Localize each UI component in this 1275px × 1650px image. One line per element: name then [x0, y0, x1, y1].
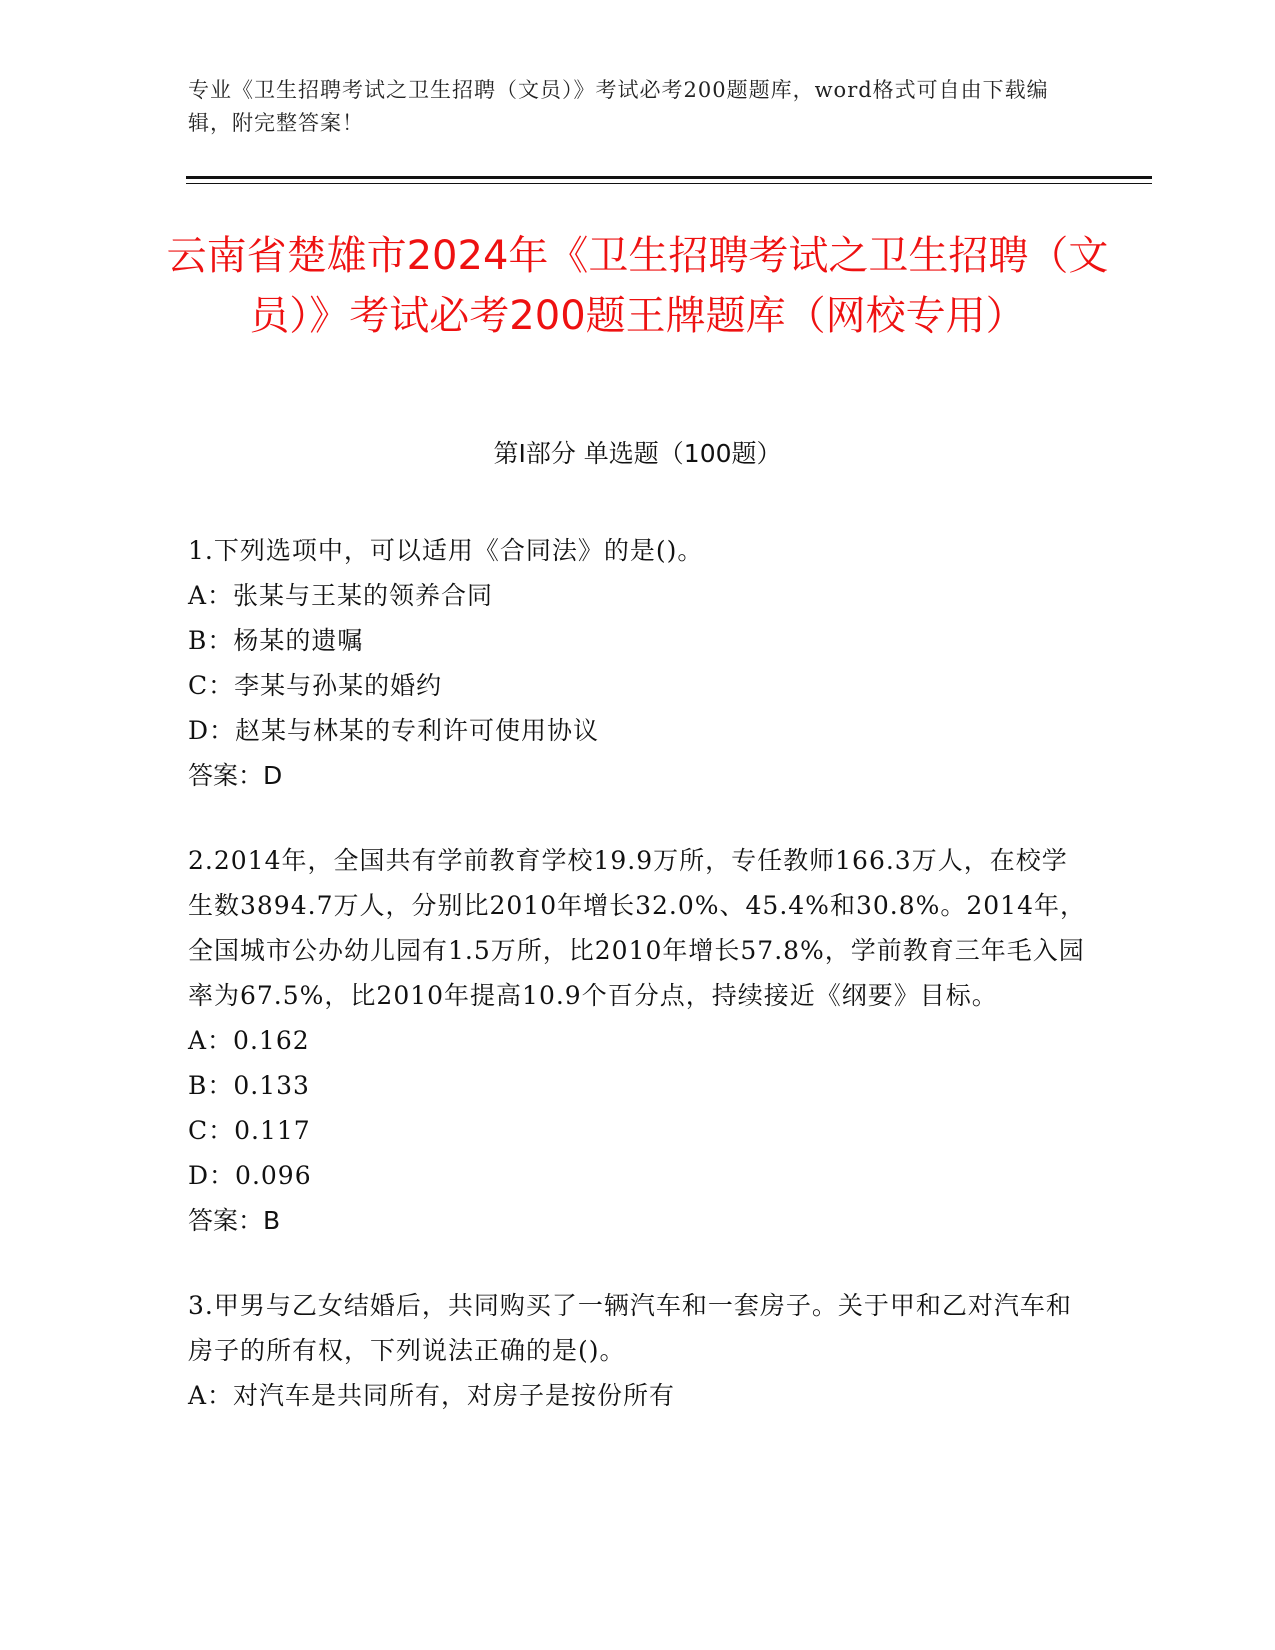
option-d: D：赵某与林某的专利许可使用协议	[188, 716, 600, 745]
option-a: A：张某与王某的领养合同	[188, 581, 494, 610]
question-3	[188, 1283, 1088, 1418]
question-list	[188, 528, 1088, 1458]
answer-line: 答案：B	[188, 1206, 281, 1235]
header-note: 专业《卫生招聘考试之卫生招聘（文员）》考试必考200题题库，word格式可自由下载编辑，附完整答案！	[188, 78, 1049, 135]
section-heading: 第I部分 单选题（100题）	[493, 439, 782, 468]
option-c: C：0.117	[188, 1116, 311, 1145]
option-a: A：对汽车是共同所有，对房子是按份所有	[188, 1381, 676, 1410]
option-b: B：0.133	[188, 1071, 310, 1100]
header-rule-thin	[186, 183, 1152, 184]
option-d: D：0.096	[188, 1161, 312, 1190]
question-2	[188, 838, 1088, 1243]
option-a: A：0.162	[188, 1026, 310, 1055]
document-title: 云南省楚雄市2024年《卫生招聘考试之卫生招聘（文员）》考试必考200题王牌题库（网校专用）	[166, 233, 1109, 339]
header-rule-thick	[186, 176, 1152, 179]
option-c: C：李某与孙某的婚约	[188, 671, 443, 700]
question-1	[188, 528, 1088, 798]
answer-line: 答案：D	[188, 761, 283, 790]
option-b: B：杨某的遗嘱	[188, 626, 364, 655]
question-stem: 2.2014年，全国共有学前教育学校19.9万所，专任教师166.3万人，在校学生数3894.7万人，分别比2010年增长32.0%、45.4%和30.8%。2014年，全国城市公办幼儿园有1.5万所，比2010年增长57.8%，学前教育三年毛入园率为67.5%，比2010年提高10.9个百分点，持续接近《纲要》目标。	[188, 846, 1086, 1010]
question-stem: 3.甲男与乙女结婚后，共同购买了一辆汽车和一套房子。关于甲和乙对汽车和房子的所有权，下列说法正确的是()。	[188, 1291, 1072, 1365]
question-stem: 1.下列选项中，可以适用《合同法》的是()。	[188, 536, 704, 565]
